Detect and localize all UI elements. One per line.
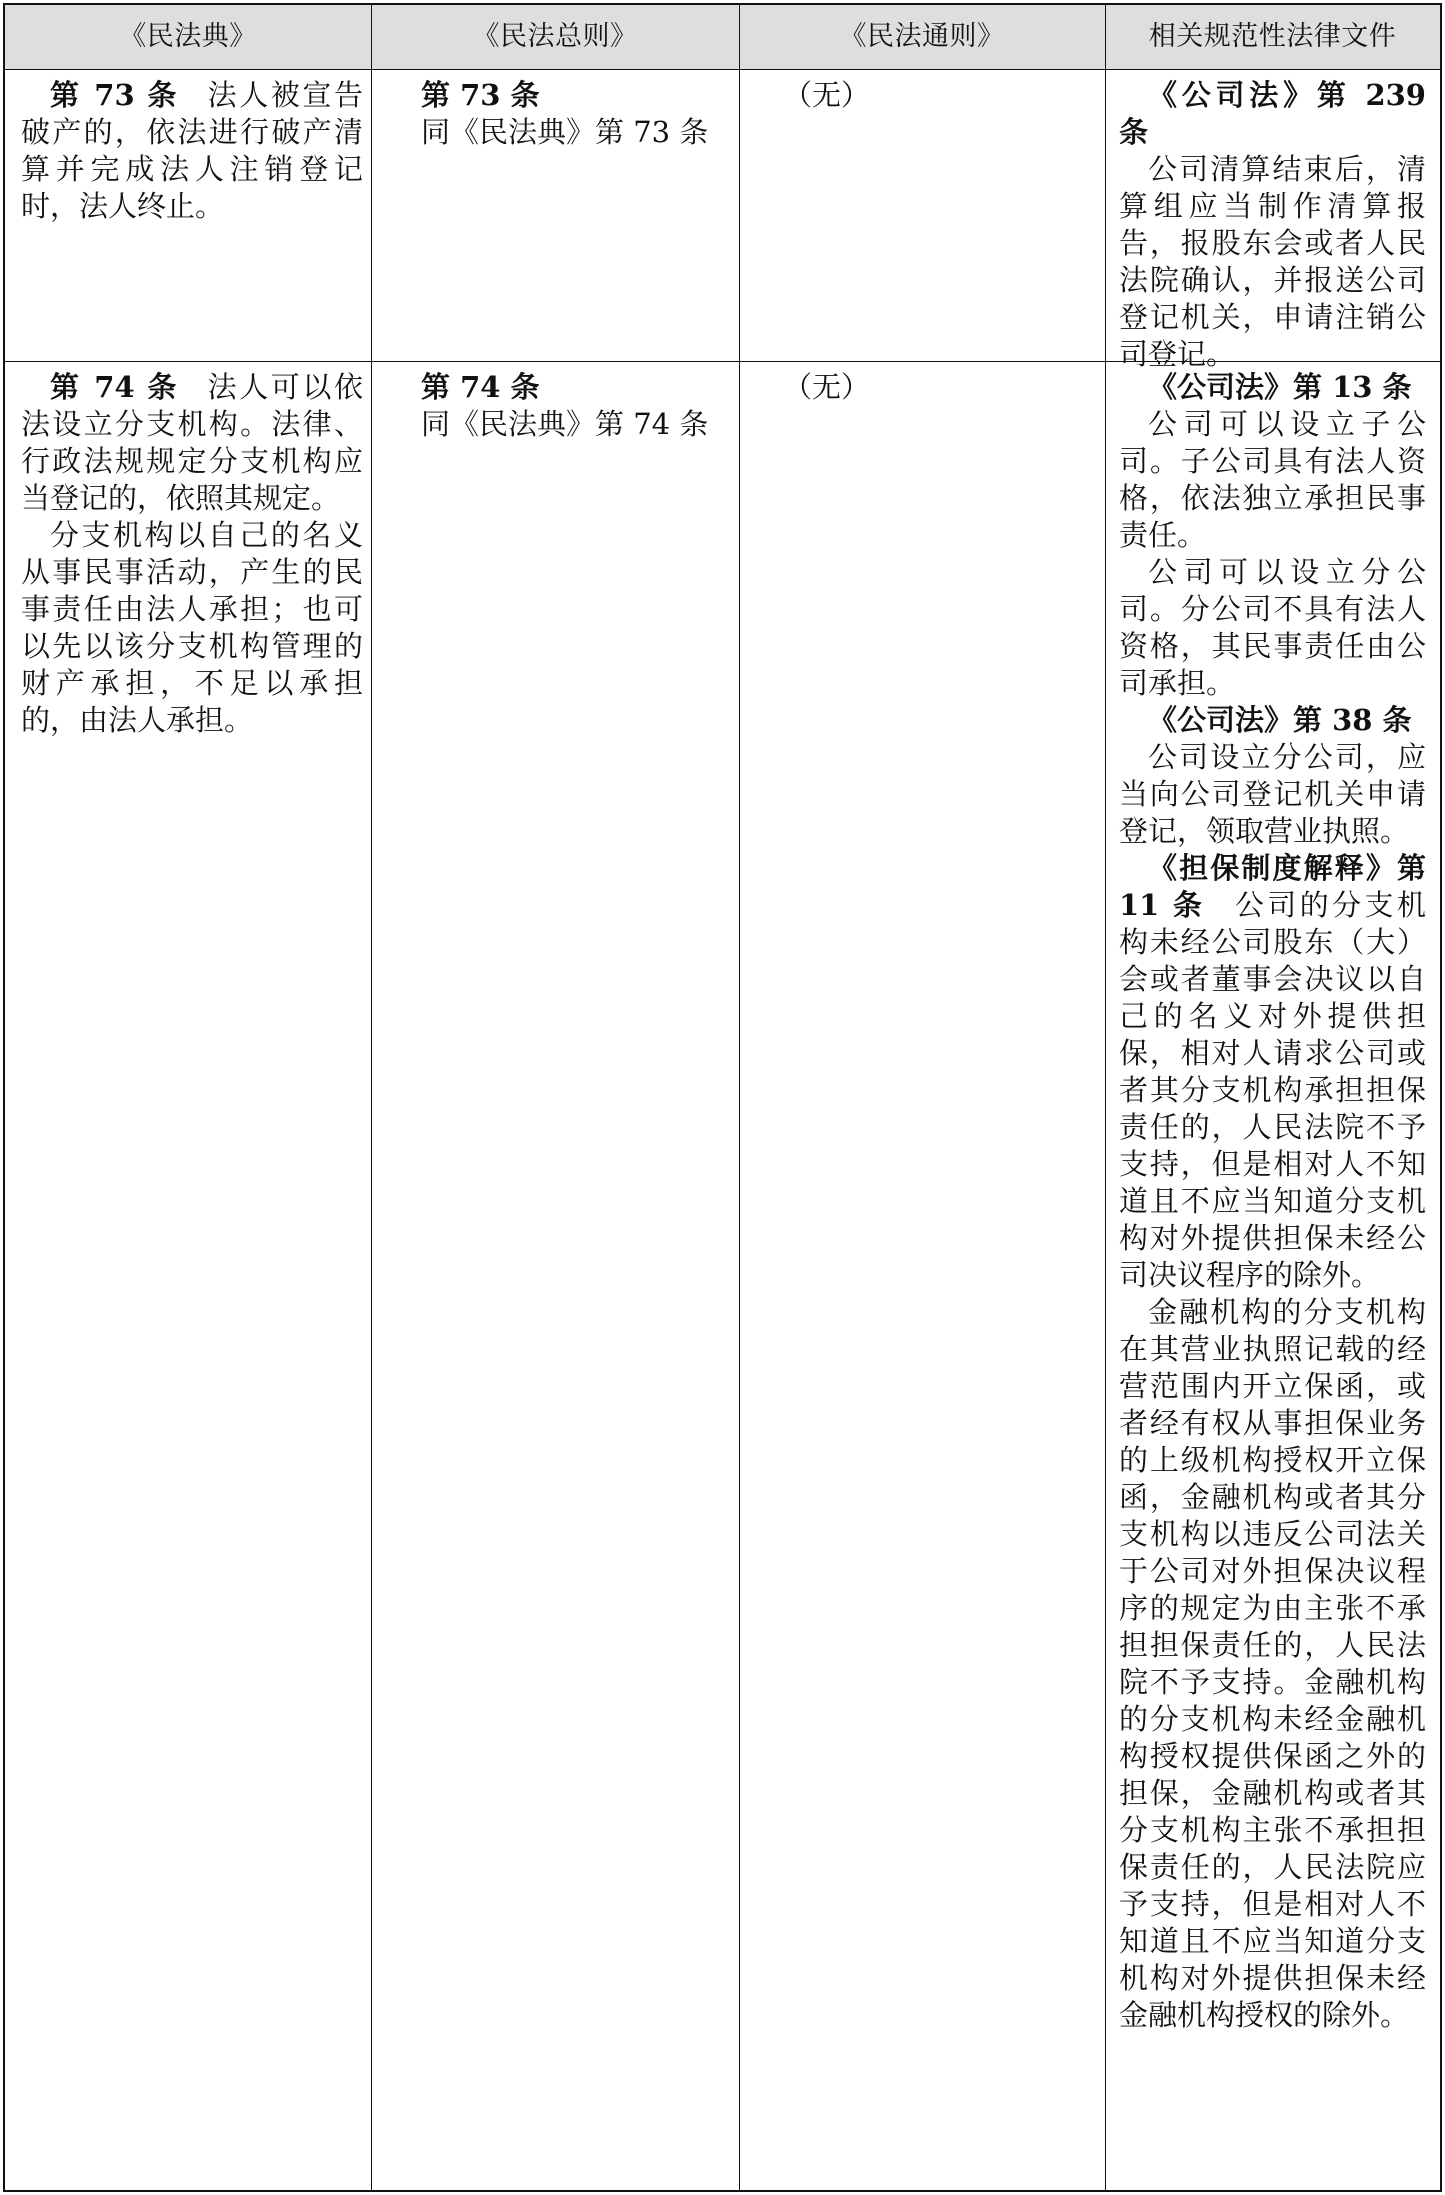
header-general-principles: 《民法总则》: [472, 21, 638, 52]
table-row-2-general-rules: [739, 361, 1105, 2190]
article-text: 同《民法典》第 74 条: [421, 407, 709, 441]
table-row-1-general-principles: [371, 69, 739, 361]
related-paragraph: 公司可以设立子公司。子公司具有法人资格，依法独立承担民事责任。: [1119, 407, 1426, 552]
related-paragraph: 公司可以设立分公司。分公司不具有法人资格，其民事责任由公司承担。: [1119, 555, 1426, 700]
related-heading: 《公司法》第 13 条: [1148, 370, 1412, 404]
none-marker: （无）: [783, 78, 871, 112]
none-marker: （无）: [783, 370, 871, 404]
header-related-documents: 相关规范性法律文件: [1148, 21, 1397, 52]
article-number: 第 73 条: [421, 78, 540, 112]
article-paragraph: [21, 369, 363, 517]
article-text: 同《民法典》第 73 条: [421, 115, 709, 149]
article-number: 第 73 条: [50, 78, 179, 112]
article-text: 法人被宣告破产的，依法进行破产清算并完成法人注销登记时，法人终止。: [21, 78, 363, 223]
article-number: 第 74 条: [421, 370, 540, 404]
related-paragraph: [1119, 850, 1426, 1294]
related-paragraph: 公司设立分公司，应当向公司登记机关申请登记，领取营业执照。: [1119, 740, 1426, 848]
related-heading: 《担保制度解释》第 11 条: [1119, 851, 1426, 922]
table-row-2-related: [1105, 361, 1440, 2190]
article-paragraph: 分支机构以自己的名义从事民事活动，产生的民事责任由法人承担；也可以先以该分支机构管理的财产承担，不足以承担的，由法人承担。: [21, 518, 363, 737]
table-row-1-civil-code: [5, 69, 371, 361]
table-row-2-general-principles: [371, 361, 739, 2190]
related-paragraph: 金融机构的分支机构在其营业执照记载的经营范围内开立保函，或者经有权从事担保业务的上级机构授权开立保函，金融机构或者其分支机构以违反公司法关于公司对外担保决议程序的规定为由主张不承担担保责任的，人民法院不予支持。金融机构的分支机构未经金融机构授权提供保函之外的担保，金融机构或者其分支机构主张不承担担保责任的，人民法院应予支持，但是相对人不知道且不应当知道分支机构对外提供担保未经金融机构授权的除外。: [1119, 1295, 1426, 2032]
table-header: [5, 5, 1440, 69]
table-row-1-general-rules: [739, 69, 1105, 361]
header-general-rules: 《民法通则》: [839, 21, 1005, 52]
table-row-1-related: [1105, 69, 1440, 371]
article-text: 法人可以依法设立分支机构。法律、行政法规规定分支机构应当登记的，依照其规定。: [21, 370, 363, 515]
related-lead: 公司的分支机构未经公司股东（大）会或者董事会决议以自己的名义对外提供担保，相对人请求公司或者其分支机构承担担保责任的，人民法院不予支持，但是相对人不知道且不应当知道分支机构对外提供担保未经公司决议程序的除外。: [1119, 888, 1426, 1292]
related-heading: 《公司法》第 239 条: [1119, 78, 1426, 149]
related-heading: 《公司法》第 38 条: [1148, 703, 1412, 737]
table-row-2-civil-code: [5, 361, 371, 2190]
law-comparison-table: [3, 3, 1442, 2192]
related-paragraph: 公司清算结束后，清算组应当制作清算报告，报股东会或者人民法院确认，并报送公司登记机关，申请注销公司登记。: [1119, 152, 1426, 371]
article-number: 第 74 条: [50, 370, 179, 404]
article-paragraph: [21, 77, 363, 225]
header-civil-code: 《民法典》: [119, 21, 257, 52]
